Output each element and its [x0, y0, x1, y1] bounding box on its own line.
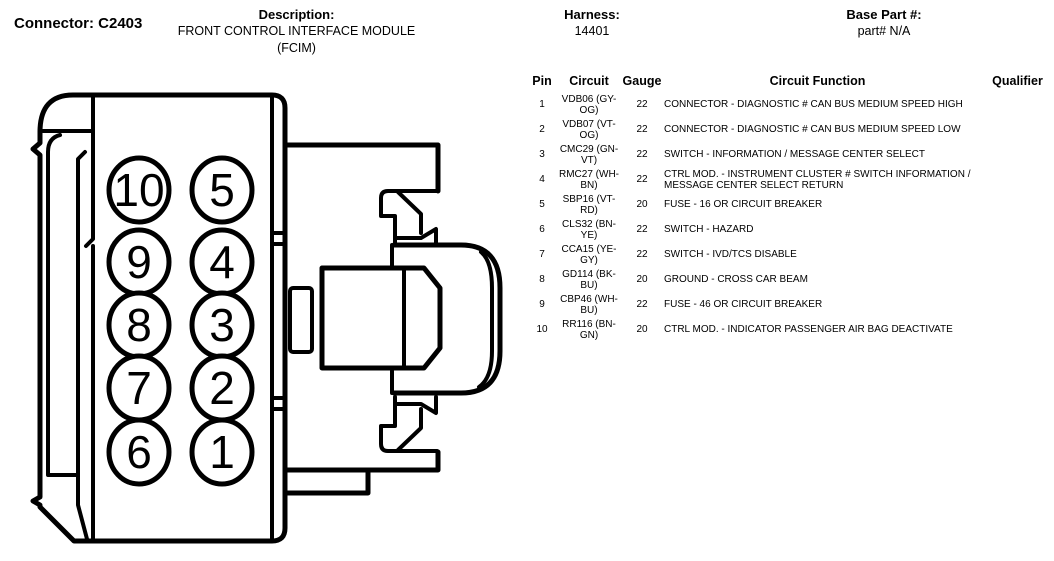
- pin-number: 3: [209, 299, 235, 351]
- cell-gauge: 22: [636, 99, 648, 111]
- face-left-wall: [86, 95, 93, 539]
- cell-pin: 6: [539, 224, 545, 236]
- connector-title: Connector: C2403: [14, 15, 143, 32]
- cell-qualifier: [981, 204, 1054, 208]
- cell-gauge: 22: [636, 249, 648, 261]
- pin-number: 1: [209, 426, 235, 478]
- cell-qualifier: [981, 154, 1054, 158]
- cell-gauge: 22: [636, 124, 648, 136]
- cell-function: CONNECTOR - DIAGNOSTIC # CAN BUS MEDIUM SPEED HIGH: [664, 99, 963, 111]
- base-part-value: part# N/A: [857, 24, 911, 38]
- cell-circuit: VDB07 (VT-OG): [562, 119, 616, 141]
- table-row: [528, 168, 1054, 193]
- cell-qualifier: [981, 104, 1054, 108]
- cell-circuit: CCA15 (YE-GY): [561, 244, 617, 266]
- pin-table: [528, 74, 1054, 343]
- cell-gauge: 20: [636, 199, 648, 211]
- table-row: [528, 193, 1054, 218]
- cell-circuit: RMC27 (WH-BN): [559, 169, 619, 191]
- bottom-latch-claw: [381, 397, 437, 451]
- pin-number: 10: [113, 164, 165, 216]
- cell-gauge: 22: [636, 174, 648, 186]
- table-row: [528, 268, 1054, 293]
- cell-qualifier: [981, 229, 1054, 233]
- table-row: [528, 118, 1054, 143]
- cell-gauge: 22: [636, 149, 648, 161]
- cell-circuit: CLS32 (BN-YE): [562, 219, 616, 241]
- table-row: [528, 293, 1054, 318]
- pin-number: 4: [209, 236, 235, 288]
- bottom-arm-outline: [285, 452, 438, 470]
- cell-function: FUSE - 16 OR CIRCUIT BREAKER: [664, 199, 823, 211]
- cell-pin: 9: [539, 299, 545, 311]
- column-header-gauge: Gauge: [622, 74, 662, 88]
- table-row: [528, 218, 1054, 243]
- cell-qualifier: [981, 129, 1054, 133]
- cell-pin: 5: [539, 199, 545, 211]
- cell-function: CTRL MOD. - INSTRUMENT CLUSTER # SWITCH INFORMATION / MESSAGE CENTER SELECT RETURN: [664, 169, 971, 191]
- body-side-tab: [290, 288, 312, 352]
- pins-layer: [109, 158, 252, 484]
- table-row: [528, 93, 1054, 118]
- description-value: FRONT CONTROL INTERFACE MODULE (FCIM): [177, 24, 416, 55]
- flange-channel: [48, 135, 85, 475]
- top-latch-claw: [381, 191, 437, 245]
- cell-circuit: SBP16 (VT-RD): [562, 194, 616, 216]
- cell-pin: 10: [536, 324, 548, 336]
- cell-qualifier: [981, 304, 1054, 308]
- table-row: [528, 143, 1054, 168]
- cell-gauge: 20: [636, 274, 648, 286]
- cell-function: SWITCH - INFORMATION / MESSAGE CENTER SELECT: [664, 149, 925, 161]
- harness-label: Harness:: [564, 7, 620, 22]
- base-part-label: Base Part #:: [846, 7, 922, 22]
- table-row: [528, 243, 1054, 268]
- cell-function: CONNECTOR - DIAGNOSTIC # CAN BUS MEDIUM SPEED LOW: [664, 124, 961, 136]
- cell-gauge: 22: [636, 224, 648, 236]
- cell-pin: 1: [539, 99, 545, 111]
- pin-table-header: [528, 74, 1054, 88]
- cell-qualifier: [981, 279, 1054, 283]
- pin-number: 9: [126, 236, 152, 288]
- column-header-qualifier: Qualifier: [992, 74, 1043, 88]
- connector-drawing: [0, 85, 520, 555]
- cell-pin: 4: [539, 174, 545, 186]
- table-row: [528, 318, 1054, 343]
- pin-number: 6: [126, 426, 152, 478]
- cell-function: FUSE - 46 OR CIRCUIT BREAKER: [664, 299, 823, 311]
- bottom-latch-diagonal: [398, 409, 421, 450]
- pin-number: 8: [126, 299, 152, 351]
- pin-number: 7: [126, 362, 152, 414]
- cell-pin: 2: [539, 124, 545, 136]
- pin-table-body: [528, 93, 1054, 343]
- cell-function: GROUND - CROSS CAR BEAM: [664, 274, 808, 286]
- pin-number: 5: [209, 164, 235, 216]
- cell-qualifier: [981, 329, 1054, 333]
- top-arm-outline: [285, 145, 438, 191]
- cell-circuit: CMC29 (GN-VT): [559, 144, 619, 166]
- description-block: [159, 6, 434, 57]
- cell-function: CTRL MOD. - INDICATOR PASSENGER AIR BAG DEACTIVATE: [664, 324, 953, 336]
- cell-function: SWITCH - HAZARD: [664, 224, 754, 236]
- harness-value: 14401: [574, 24, 610, 38]
- cell-pin: 8: [539, 274, 545, 286]
- cell-qualifier: [981, 179, 1054, 183]
- cell-pin: 7: [539, 249, 545, 261]
- flange-channel-bottom: [78, 475, 87, 539]
- cell-function: SWITCH - IVD/TCS DISABLE: [664, 249, 797, 261]
- cell-gauge: 22: [636, 299, 648, 311]
- cell-pin: 3: [539, 149, 545, 161]
- top-latch-diagonal: [398, 192, 421, 233]
- cell-circuit: GD114 (BK-BU): [562, 269, 616, 291]
- description-label: Description:: [258, 7, 335, 22]
- cell-circuit: VDB06 (GY-OG): [561, 94, 617, 116]
- column-header-circuit: Circuit: [569, 74, 609, 88]
- cell-qualifier: [981, 254, 1054, 258]
- cell-circuit: RR116 (BN-GN): [562, 319, 616, 341]
- bottom-arm-step: [285, 470, 368, 493]
- shroud-inner-curve: [479, 252, 492, 387]
- cell-gauge: 20: [636, 324, 648, 336]
- cell-circuit: CBP46 (WH-BU): [560, 294, 618, 316]
- base-part-block: [824, 6, 944, 40]
- column-header-pin: Pin: [532, 74, 552, 88]
- pin-number: 2: [209, 362, 235, 414]
- column-header-function: Circuit Function: [769, 74, 866, 88]
- plug-outline: [322, 268, 440, 368]
- harness-block: [532, 6, 652, 40]
